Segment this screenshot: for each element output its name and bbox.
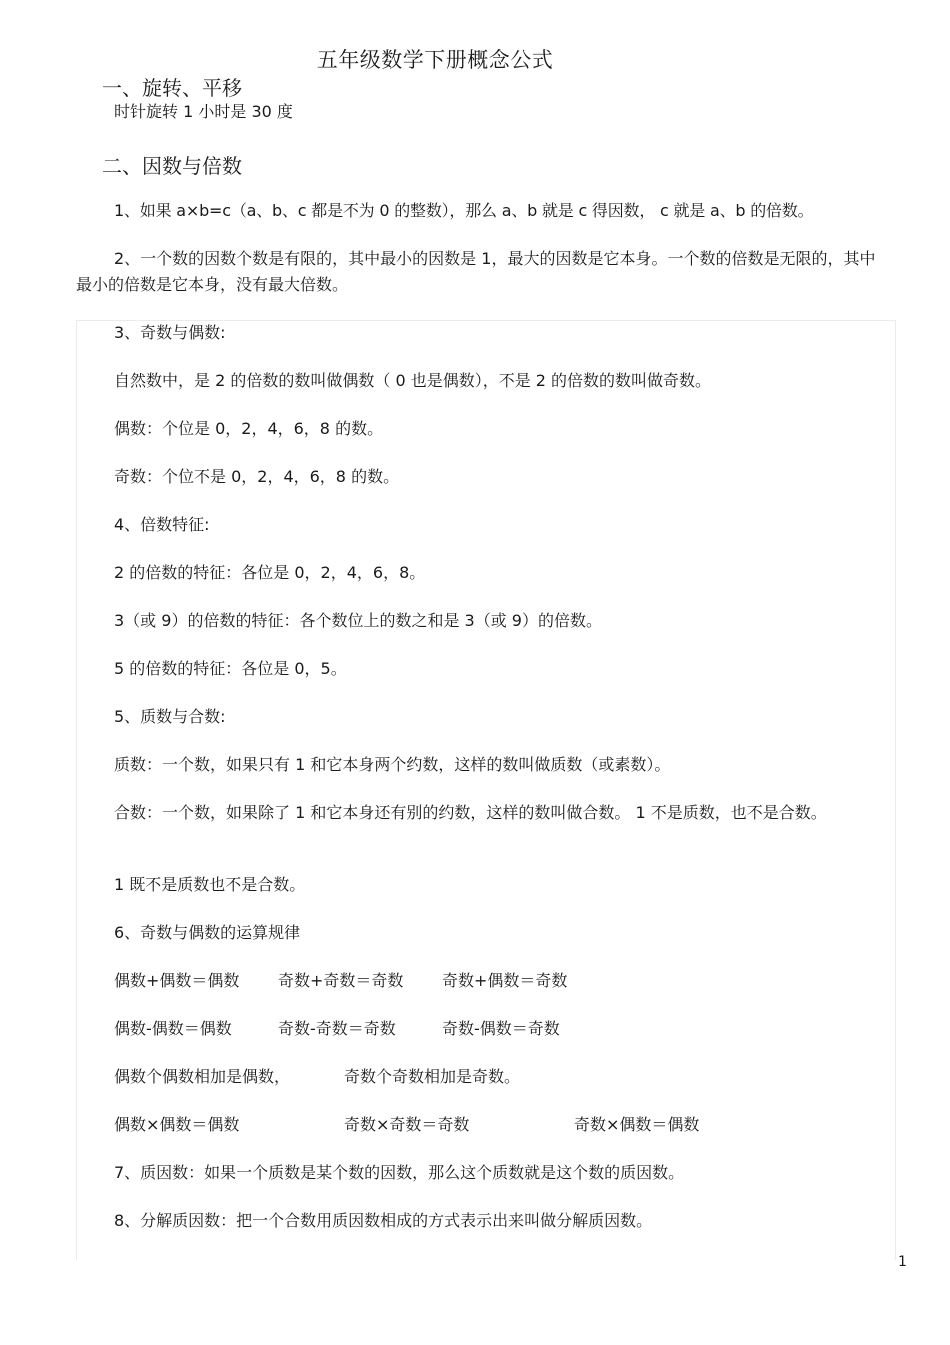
paragraph-one-neither: 1 既不是质数也不是合数。: [114, 875, 306, 894]
page-title: 五年级数学下册概念公式: [316, 48, 554, 72]
paragraph-composite-definition: 合数：一个数，如果除了 1 和它本身还有别的约数，这样的数叫做合数。 1 不是质数，也不是合数。: [114, 803, 827, 822]
page-number: 1: [898, 1254, 907, 1270]
rule-odd-plus-even: 奇数+偶数＝奇数: [442, 971, 568, 990]
rule-odd-minus-even: 奇数-偶数＝奇数: [442, 1019, 560, 1038]
paragraph-multiple-of-2: 2 的倍数的特征：各位是 0，2，4，6，8。: [114, 563, 426, 582]
heading-odd-even-rules: 6、奇数与偶数的运算规律: [114, 923, 301, 942]
paragraph-multiple-of-3-9: 3（或 9）的倍数的特征：各个数位上的数之和是 3（或 9）的倍数。: [114, 611, 602, 630]
section-heading-factors: 二、因数与倍数: [102, 154, 242, 178]
rule-odd-times-odd: 奇数×奇数＝奇数: [344, 1115, 470, 1134]
rule-odd-times-even: 奇数×偶数＝偶数: [574, 1115, 700, 1134]
heading-prime-composite: 5、质数与合数:: [114, 707, 226, 726]
heading-odd-even: 3、奇数与偶数:: [114, 323, 226, 342]
rule-odd-minus-odd: 奇数-奇数＝奇数: [278, 1019, 396, 1038]
rule-even-minus-even: 偶数-偶数＝偶数: [114, 1019, 232, 1038]
rule-odd-plus-odd: 奇数+奇数＝奇数: [278, 971, 404, 990]
section-heading-rotation: 一、旋转、平移: [102, 76, 242, 100]
paragraph-even-digits: 偶数：个位是 0，2，4，6，8 的数。: [114, 419, 384, 438]
paragraph-prime-factorization: 8、分解质因数：把一个合数用质因数相成的方式表示出来叫做分解质因数。: [114, 1211, 653, 1230]
heading-multiple-features: 4、倍数特征:: [114, 515, 210, 534]
rule-even-times-even: 偶数×偶数＝偶数: [114, 1115, 240, 1134]
rule-odd-count-sum: 奇数个奇数相加是奇数。: [344, 1067, 521, 1086]
paragraph-clock-rotation: 时针旋转 1 小时是 30 度: [114, 102, 293, 121]
rule-even-plus-even: 偶数+偶数＝偶数: [114, 971, 240, 990]
paragraph-prime-factor: 7、质因数：如果一个质数是某个数的因数，那么这个质数就是这个数的质因数。: [114, 1163, 685, 1182]
paragraph-factor-definition: 1、如果 a×b=c（a、b、c 都是不为 0 的整数），那么 a、b 就是 c 得因数， c 就是 a、b 的倍数。: [114, 201, 814, 220]
paragraph-factor-count: 2、一个数的因数个数是有限的，其中最小的因数是 1，最大的因数是它本身。一个数的倍数是无限的，其中最小的倍数是它本身，没有最大倍数。: [76, 249, 876, 294]
paragraph-multiple-of-5: 5 的倍数的特征：各位是 0，5。: [114, 659, 347, 678]
paragraph-odd-even-definition: 自然数中，是 2 的倍数的数叫做偶数（ 0 也是偶数），不是 2 的倍数的数叫做奇数。: [114, 371, 712, 390]
paragraph-odd-digits: 奇数：个位不是 0，2，4，6，8 的数。: [114, 467, 400, 486]
rule-even-count-sum: 偶数个偶数相加是偶数，: [114, 1067, 291, 1086]
paragraph-prime-definition: 质数：一个数，如果只有 1 和它本身两个约数，这样的数叫做质数（或素数）。: [114, 755, 671, 774]
